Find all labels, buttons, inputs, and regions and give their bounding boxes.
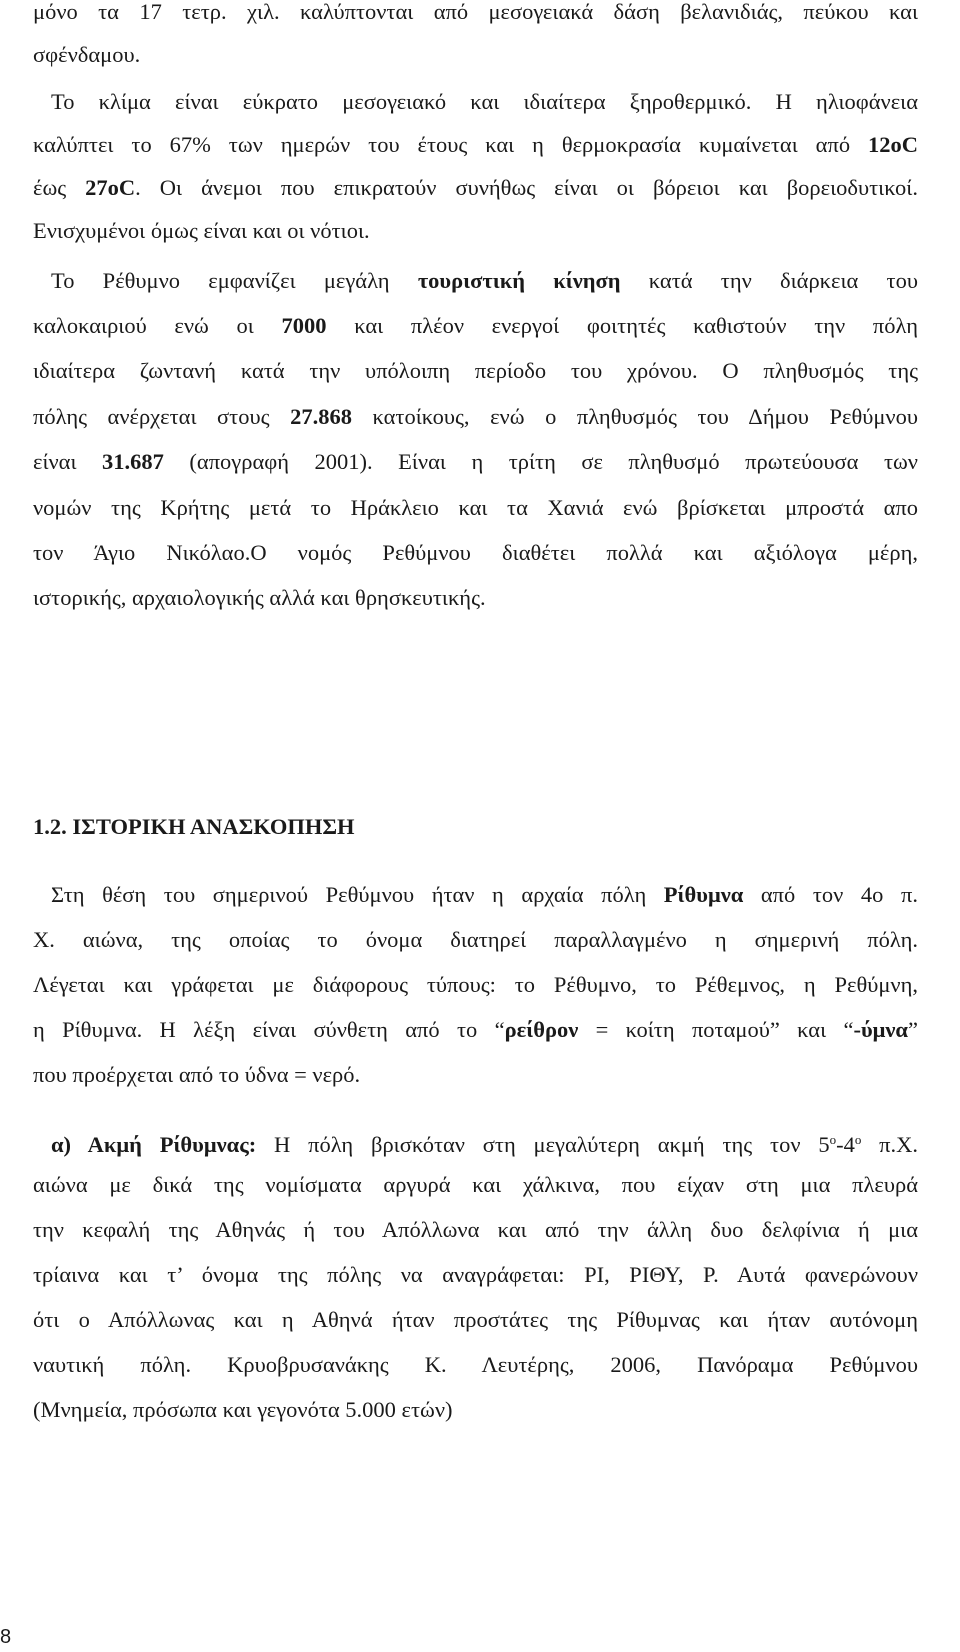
- bold-term: ρείθρον: [504, 1017, 579, 1042]
- text-line: καλοκαιριού ενώ οι 7000 και πλέον ενεργοί φοιτητές καθιστούν την πόλη: [33, 313, 918, 338]
- text-line: σφένδαμου.: [33, 42, 141, 67]
- superscript: ο: [829, 1132, 837, 1147]
- text-line: ναυτική πόλη. Κρυοβρυσανάκης Κ. Λευτέρης, 2006, Πανόραμα Ρεθύμνου: [33, 1352, 918, 1377]
- text-line: ιστορικής, αρχαιολογικής αλλά και θρησκευτικής.: [33, 585, 486, 610]
- text-line: Λέγεται και γράφεται με διάφορους τύπους: το Ρέθυμνο, το Ρέθεμνος, η Ρεθύμνη,: [33, 972, 918, 997]
- text-line: ιδιαίτερα ζωντανή κατά την υπόλοιπη περίοδο του χρόνου. Ο πληθυσμός της: [33, 358, 918, 383]
- text-line: είναι 31.687 (απογραφή 2001). Είναι η τρίτη σε πληθυσμό πρωτεύουσα των: [33, 449, 918, 474]
- text-line: την κεφαλή της Αθηνάς ή του Απόλλωνα και από την άλλη δυο δελφίνια ή μια: [33, 1217, 918, 1242]
- text-line: α) Ακμή Ρίθυμνας: Η πόλη βρισκόταν στη μεγαλύτερη ακμή της τον $5^o-4^o$ π.Χ.: [51, 1132, 919, 1157]
- bold-value: 31.687: [102, 449, 164, 474]
- text-line: η Ρίθυμνα. Η λέξη είναι σύνθετη από το “ρείθρον = κοίτη ποταμού” και “-ύμνα”: [33, 1017, 918, 1042]
- text-line: καλύπτει το 67% των ημερών του έτους και η θερμοκρασία κυμαίνεται από 12oC: [33, 132, 918, 157]
- text-line: πόλης ανέρχεται στους 27.868 κατοίκους, ενώ ο πληθυσμός του Δήμου Ρεθύμνου: [33, 404, 918, 429]
- bold-value: 27.868: [290, 404, 352, 429]
- page-number: 8: [0, 1626, 12, 1648]
- section-heading: 1.2. ΙΣΤΟΡΙΚΗ ΑΝΑΣΚΟΠΗΣΗ: [33, 814, 355, 839]
- text-line: έως 27oC. Οι άνεμοι που επικρατούν συνήθως είναι οι βόρειοι και βορειοδυτικοί.: [33, 175, 918, 200]
- text-line: Το Ρέθυμνο εμφανίζει μεγάλη τουριστική κίνηση κατά την διάρκεια του: [51, 268, 918, 293]
- bold-value: 7000: [281, 313, 327, 338]
- text-line: Χ. αιώνα, της οποίας το όνομα διατηρεί παραλλαγμένο η σημερινή πόλη.: [33, 927, 918, 952]
- bold-label: α) Ακμή Ρίθυμνας:: [51, 1132, 257, 1157]
- superscript: ο: [854, 1132, 862, 1147]
- text-line: τον Άγιο Νικόλαο.Ο νομός Ρεθύμνου διαθέτει πολλά και αξιόλογα μέρη,: [33, 540, 918, 565]
- text-line: αιώνα με δικά της νομίσματα αργυρά και χάλκινα, που είχαν στη μια πλευρά: [33, 1172, 918, 1197]
- text-line: ότι ο Απόλλωνας και η Αθηνά ήταν προστάτες της Ρίθυμνας και ήταν αυτόνομη: [33, 1307, 918, 1332]
- text-line: Ενισχυμένοι όμως είναι και οι νότιοι.: [33, 218, 370, 243]
- text-line: (Μνημεία, πρόσωπα και γεγονότα 5.000 ετών): [33, 1397, 453, 1422]
- bold-value: 27oC: [85, 175, 136, 200]
- text-line: τρίαινα και τ’ όνομα της πόλης να αναγράφεται: ΡΙ, ΡΙΘΥ, Ρ. Αυτά φανερώνουν: [33, 1262, 918, 1287]
- text-line: νομών της Κρήτης μετά το Ηράκλειο και τα Χανιά ενώ βρίσκεται μπροστά απο: [33, 495, 918, 520]
- text-line: που προέρχεται από το ύδνα = νερό.: [33, 1062, 361, 1087]
- bold-term: Ρίθυμνα: [663, 882, 744, 907]
- bold-value: 12oC: [868, 132, 918, 157]
- text-line: Στη θέση του σημερινού Ρεθύμνου ήταν η αρχαία πόλη Ρίθυμνα από τον 4ο π.: [51, 882, 918, 907]
- bold-term: τουριστική κίνηση: [417, 268, 621, 293]
- bold-term: -ύμνα: [853, 1017, 908, 1042]
- text-line: Το κλίμα είναι εύκρατο μεσογειακό και ιδιαίτερα ξηροθερμικό. Η ηλιοφάνεια: [51, 89, 918, 114]
- text-line: μόνο τα 17 τετρ. χιλ. καλύπτονται από μεσογειακά δάση βελανιδιάς, πεύκου και: [33, 0, 918, 24]
